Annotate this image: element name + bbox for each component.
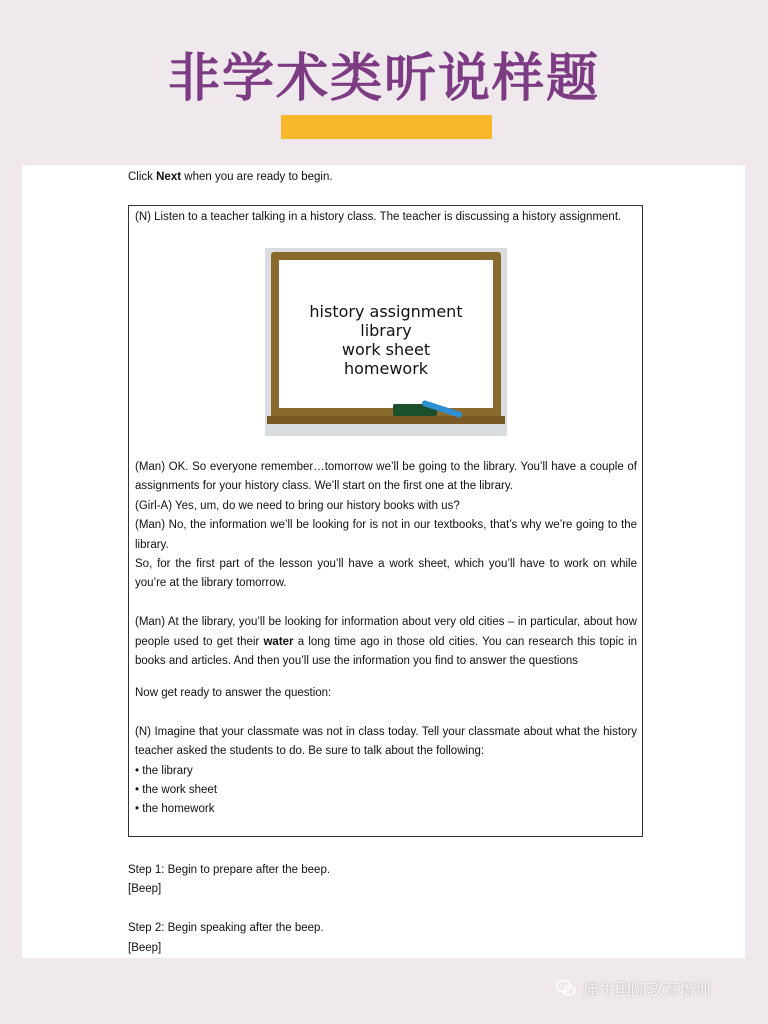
whiteboard-surface [279,260,493,408]
page-title: 非学术类听说样题 [167,49,600,109]
whiteboard-ledge [267,416,505,424]
bullet-item: • the library [135,764,193,777]
wechat-icon [555,977,577,999]
dialogue-line: (Girl-A) Yes, um, do we need to bring our history books with us? [135,499,460,512]
dialogue-text: a long time ago in those old cities. You can research this topic in books and articles. And then you’ll use the information you find to answer the questions [135,635,637,668]
intro-after: when you are ready to begin. [181,171,333,183]
intro-before: Click [128,171,157,183]
dialogue-text: (Man) At the library, you’ll be looking for information about very old cities – in particular, about how people used to get their [135,616,637,648]
board-line-4: homework [343,359,429,378]
question-section [135,684,637,820]
question-task: (N) Imagine that your classmate was not in class today. Tell your classmate about what the history teacher asked the students to do. Be sure to talk about the following: [135,725,637,758]
transcript-box [128,205,643,837]
next-keyword: Next [156,171,182,183]
spacer [128,900,628,919]
document-card [22,165,745,958]
beep-1: [Beep] [128,883,162,896]
spacer [135,594,637,613]
dialogue-line [135,613,637,671]
question-prompt: Now get ready to answer the question: [135,687,332,699]
steps-section [128,861,628,958]
intro-line [128,171,333,183]
board-line-2: library [360,321,412,340]
whiteboard-illustration [265,248,507,436]
section-divider [129,670,642,672]
dialogue-line: (Man) No, the information we’ll be looking for is not in our textbooks, that’s why we’re going to the library. [135,519,637,551]
water-keyword: water [263,635,294,648]
step-2: Step 2: Begin speaking after the beep. [128,922,324,935]
whiteboard-text [279,302,493,378]
title-accent-bar [281,115,492,139]
board-line-3: work sheet [341,340,431,359]
dialogue-transcript [135,458,637,671]
spacer [135,703,637,722]
narration-text: (N) Listen to a teacher talking in a history class. The teacher is discussing a history assignment. [135,211,622,223]
step-1: Step 1: Begin to prepare after the beep. [128,864,331,876]
watermark [555,976,711,1000]
dialogue-line: (Man) OK. So everyone remember…tomorrow we’ll be going to the library. You’ll have a couple of assignments for your history class. We’ll start on the first one at the library. [135,461,637,493]
whiteboard-frame [271,252,501,422]
bullet-item: • the homework [135,803,215,816]
board-line-1: history assignment [309,302,463,321]
bullet-item: • the work sheet [135,784,218,797]
dialogue-line: So, for the first part of the lesson you’ll have a work sheet, which you’ll have to work on while you’re at the library tomorrow. [135,558,637,590]
beep-2: [Beep] [128,941,162,954]
watermark-text: 犀牛国际教育培训 [583,979,712,999]
